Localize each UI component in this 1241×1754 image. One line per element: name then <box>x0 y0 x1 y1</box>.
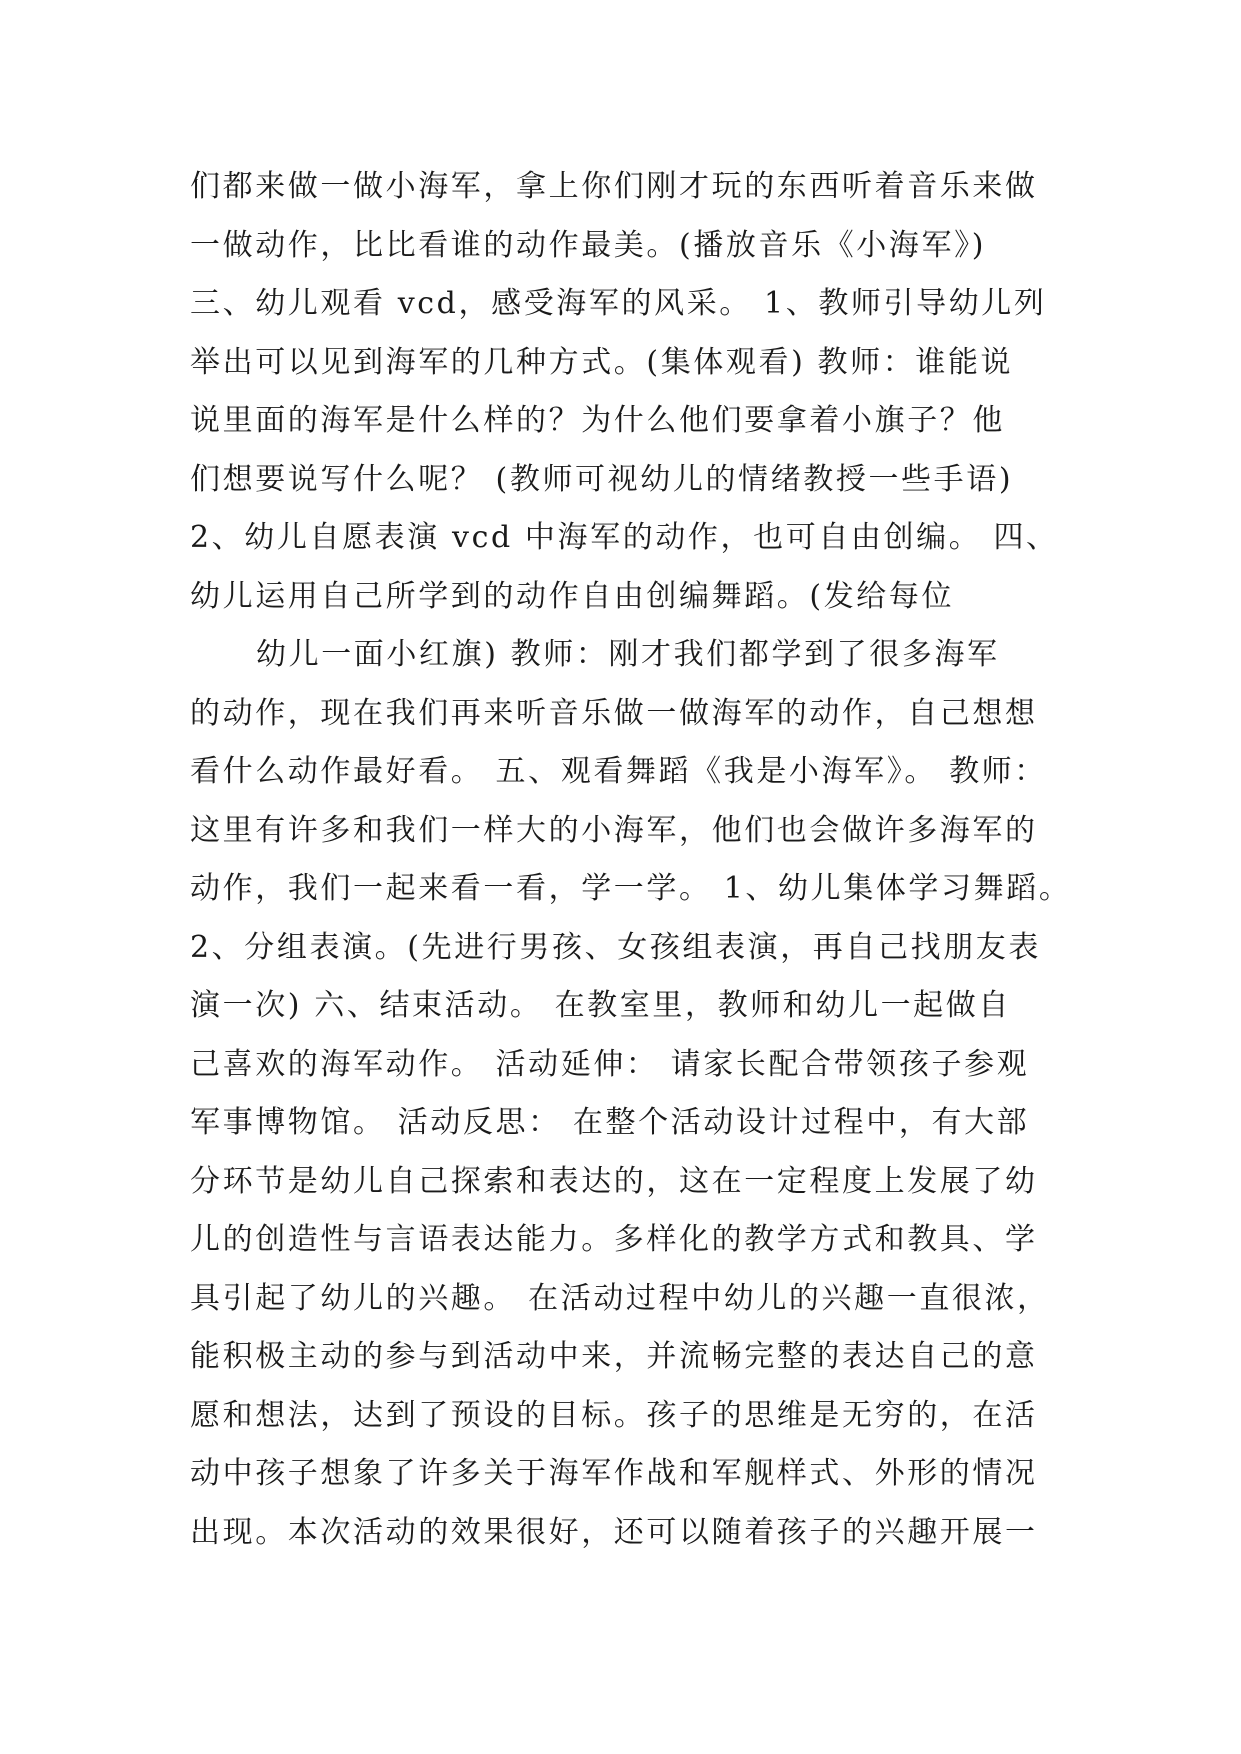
text-line: 分环节是幼儿自己探索和表达的，这在一定程度上发展了幼 <box>190 1163 1038 1199</box>
text-line: 幼儿运用自己所学到的动作自由创编舞蹈。(发给每位 <box>190 578 955 614</box>
text-line: 举出可以见到海军的几种方式。(集体观看) 教师：谁能说 <box>190 344 1014 380</box>
text-line: 演一次) 六、结束活动。 在教室里，教师和幼儿一起做自 <box>190 988 1011 1023</box>
text-line: 2、分组表演。(先进行男孩、女孩组表演，再自己找朋友表 <box>190 929 1041 965</box>
text-line: 军事博物馆。 活动反思： 在整个活动设计过程中，有大部 <box>190 1105 1030 1140</box>
text-line: 2、幼儿自愿表演 vcd 中海军的动作，也可自由创编。 四、 <box>190 520 1059 555</box>
text-line: 们都来做一做小海军，拿上你们刚才玩的东西听着音乐来做 <box>190 169 1038 204</box>
text-line: 们想要说写什么呢？ (教师可视幼儿的情绪教授一些手语) <box>190 461 1014 497</box>
text-line-indented: 幼儿一面小红旗) 教师：刚才我们都学到了很多海军 <box>256 637 1000 672</box>
text-line: 动作，我们一起来看一看，学一学。 1、幼儿集体学习舞蹈。 <box>190 871 1072 906</box>
text-line: 这里有许多和我们一样大的小海军，他们也会做许多海军的 <box>190 812 1038 848</box>
text-line: 三、幼儿观看 vcd，感受海军的风采。 1、教师引导幼儿列 <box>190 286 1047 321</box>
text-line: 一做动作，比比看谁的动作最美。(播放音乐《小海军》) <box>190 227 987 263</box>
text-line: 己喜欢的海军动作。 活动延伸： 请家长配合带领孩子参观 <box>190 1046 1030 1082</box>
text-line: 动中孩子想象了许多关于海军作战和军舰样式、外形的情况 <box>190 1456 1038 1491</box>
body-text <box>190 158 1070 1562</box>
text-line: 具引起了幼儿的兴趣。 在活动过程中幼儿的兴趣一直很浓， <box>190 1280 1050 1316</box>
text-line: 能积极主动的参与到活动中来，并流畅完整的表达自己的意 <box>190 1339 1038 1374</box>
text-line: 说里面的海军是什么样的？为什么他们要拿着小旗子？他 <box>190 403 1005 438</box>
text-line: 愿和想法，达到了预设的目标。孩子的思维是无穷的，在活 <box>190 1397 1038 1433</box>
text-line: 的动作，现在我们再来听音乐做一做海军的动作，自己想想 <box>190 695 1038 731</box>
text-line: 看什么动作最好看。 五、观看舞蹈《我是小海军》。 教师： <box>190 754 1047 789</box>
text-line: 儿的创造性与言语表达能力。多样化的教学方式和教具、学 <box>190 1222 1038 1257</box>
text-line: 出现。本次活动的效果很好，还可以随着孩子的兴趣开展一 <box>190 1514 1038 1550</box>
